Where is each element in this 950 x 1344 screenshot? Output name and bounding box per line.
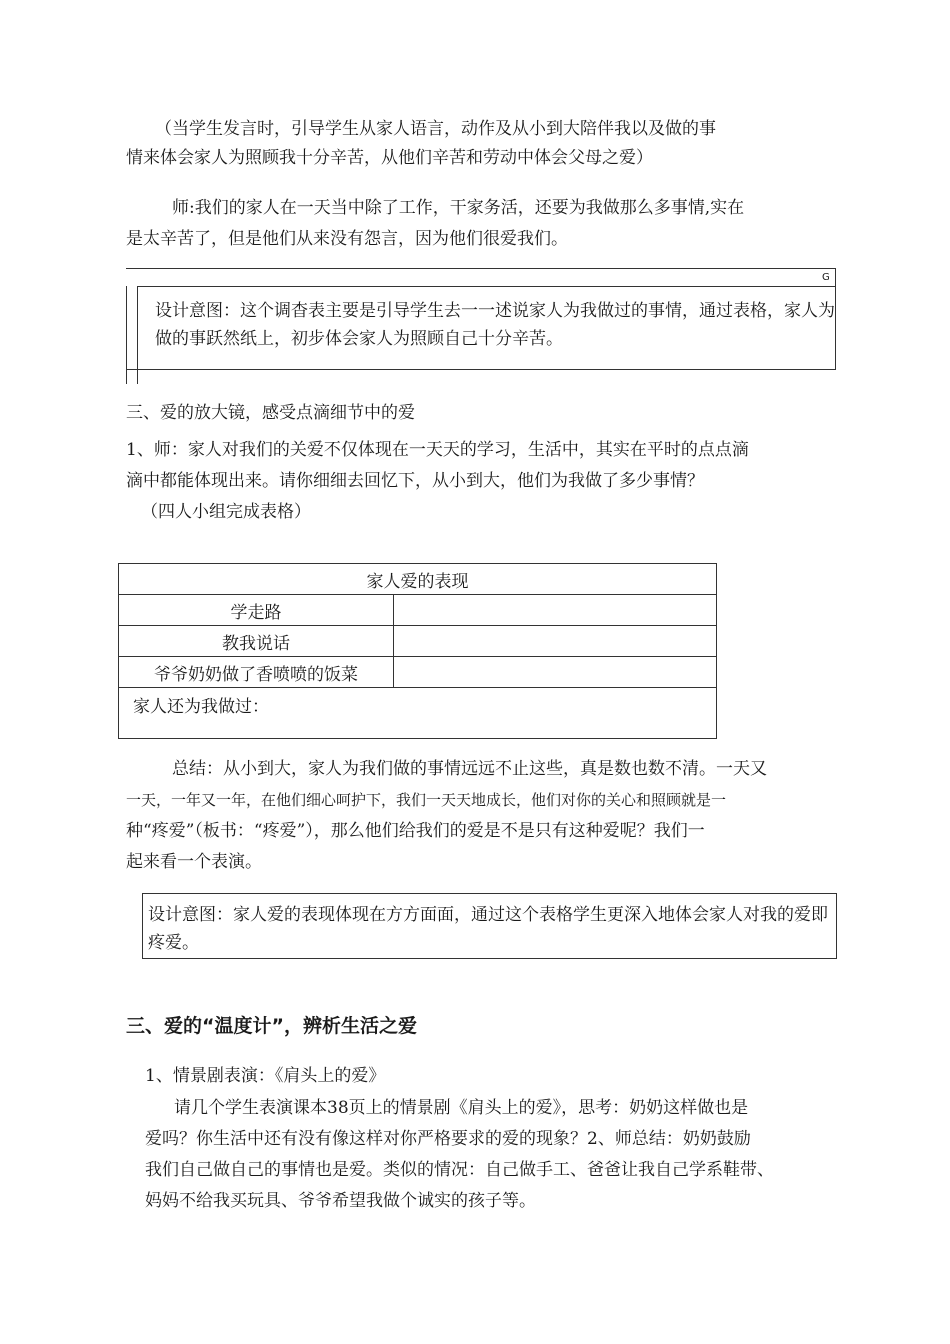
design-intent-1: 设计意图：这个调杳表主要是引导学生去一一述说家人为我做过的事情，通过表格，家人为做的事跃然纸上，初步体会家人为照顾自己十分辛苦。 <box>155 301 835 349</box>
table-cell-label: 爷爷奶奶做了香喷喷的饭菜 <box>119 657 394 688</box>
summary-line2: 一天，一年又一年，在他们细心呵护下，我们一天天地成长，他们对你的关心和照顾就是一 <box>126 791 727 809</box>
section-a-line3: （四人小组完成表格） <box>141 502 311 522</box>
section-a-title: 三、爱的放大镜，感受点滴细节中的爱 <box>126 403 415 423</box>
box-vertical-rule <box>137 286 138 384</box>
summary-line1: 总结：从小到大，家人为我们做的事情远远不止这些，真是数也数不清。一天又 <box>172 759 767 779</box>
table-cell-other: 家人还为我做过： <box>119 688 717 739</box>
design-intent-2: 设计意图：家人爱的表现体现在方方面面，通过这个表格学生更深入地体会家人对我的爱即疼爱。 <box>148 905 828 953</box>
section-b-line2: 爱吗？你生活中还有没有像这样对你严格要求的爱的现象？2、师总结：奶奶鼓励 <box>145 1129 751 1149</box>
table-header: 家人爱的表现 <box>119 564 717 595</box>
table-header-row <box>119 564 717 595</box>
table-cell-value <box>394 595 717 626</box>
section-b-line4: 妈妈不给我买玩具、爷爷希望我做个诚实的孩子等。 <box>145 1191 536 1211</box>
box-horizontal-rule <box>137 286 835 287</box>
para1-line2: 情来体会家人为照顾我十分辛苦，从他们辛苦和劳动中体会父母之爱） <box>126 148 653 168</box>
table-cell-label: 教我说话 <box>119 626 394 657</box>
section-a-line2: 滴中都能体现出来。请你细细去回忆下，从小到大，他们为我做了多少事情？ <box>126 471 704 491</box>
summary-line4: 起来看一个表演。 <box>126 852 262 872</box>
summary-line3: 种“疼爱”（板书：“疼爱”），那么他们给我们的爱是不是只有这种爱呢？我们一 <box>126 821 705 841</box>
table-row <box>119 626 717 657</box>
table-cell-label: 学走路 <box>119 595 394 626</box>
marker-g: G <box>822 272 830 283</box>
section-b-title: 三、爱的“温度计”，辨析生活之爱 <box>126 1015 417 1037</box>
table-cell-value <box>394 626 717 657</box>
section-b-line3: 我们自己做自己的事情也是爱。类似的情况：自己做手工、爸爸让我自己学系鞋带、 <box>145 1160 774 1180</box>
para2-line2: 是太辛苦了，但是他们从来没有怨言，因为他们很爱我们。 <box>126 229 568 249</box>
table-cell-value <box>394 657 717 688</box>
section-b-item1: 1、情景剧表演：《肩头上的爱》 <box>145 1066 386 1086</box>
para2-line1: 师:我们的家人在一天当中除了工作，干家务活，还要为我做那么多事情,实在 <box>172 198 745 218</box>
section-a-line1: 1、师：家人对我们的关爱不仅体现在一天天的学习，生活中，其实在平时的点点滴 <box>126 440 749 460</box>
family-love-table <box>118 563 717 739</box>
para1-line1: （当学生发言时，引导学生从家人语言，动作及从小到大陪伴我以及做的事 <box>155 119 716 139</box>
box-vertical-rule <box>126 286 127 384</box>
table-row <box>119 595 717 626</box>
table-row <box>119 657 717 688</box>
section-b-line1: 请几个学生表演课本38页上的情景剧《肩头上的爱》，思考：奶奶这样做也是 <box>174 1098 749 1118</box>
table-row <box>119 688 717 739</box>
